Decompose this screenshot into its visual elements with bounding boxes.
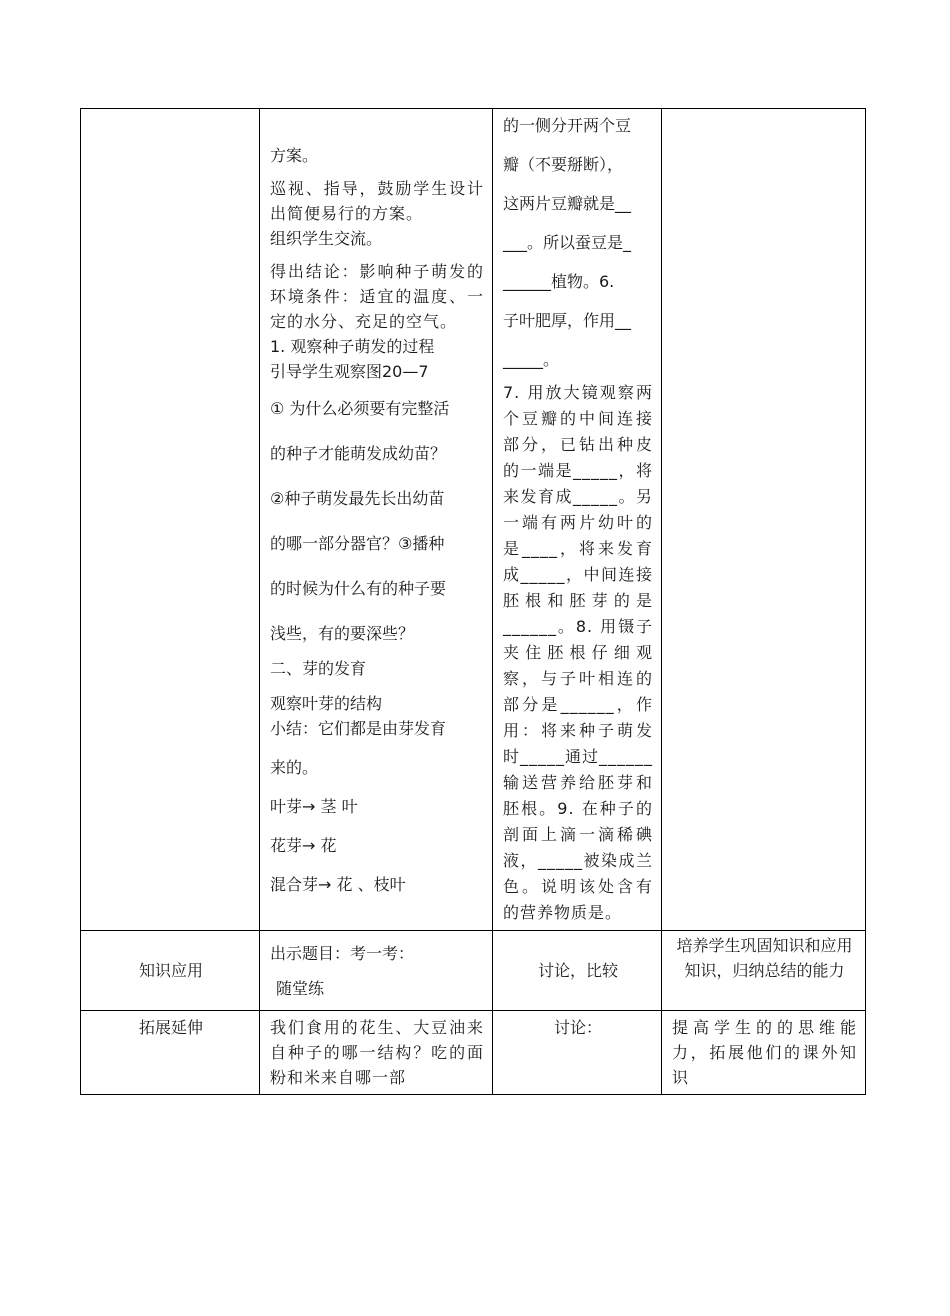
student-line: ___。所以蚕豆是_: [503, 233, 632, 252]
teacher-activity-cell: [260, 109, 493, 931]
stage-label: 拓展延伸: [138, 1018, 203, 1037]
teacher-line: 巡视、指导，鼓励学生设计出简便易行的方案。: [270, 179, 484, 223]
teacher-line: 的种子才能萌发成幼苗？: [270, 444, 447, 463]
student-line: ______植物。6.: [503, 272, 615, 291]
teacher-line: 1. 观察种子萌发的过程: [270, 337, 435, 356]
table-row: [81, 1011, 866, 1095]
student-line: 这两片豆瓣就是__: [503, 194, 632, 213]
student-line: 的一侧分开两个豆: [503, 116, 632, 135]
teacher-line: 观察叶芽的结构: [270, 694, 383, 713]
design-intent: 提高学生的的思维能力，拓展他们的课外知识: [672, 1018, 857, 1087]
teacher-line: 的时候为什么有的种子要: [270, 579, 447, 598]
student-line: 子叶肥厚，作用__: [503, 311, 632, 330]
student-activity-cell: [493, 109, 662, 931]
bud-line: 花芽→ 花: [270, 836, 337, 855]
student-activity: 讨论，比较: [537, 961, 618, 980]
student-paragraph: 7. 用放大镜观察两个豆瓣的中间连接部分，已钻出种皮的一端是_____，将来发育成_____。另一端有两片幼叶的是____，将来发育成_____，中间连接胚根和胚芽的是______。8. 用镊子夹住胚根仔细观察，与子叶相连的部分是______，作用：将来种子萌发时_____通过______输送营养给胚芽和胚根。9. 在种子的剖面上滴一滴稀碘液，_____被染成兰色。说明该处含有的营养物质是。: [503, 383, 654, 922]
student-line: _____。: [503, 350, 560, 369]
table-row: [81, 109, 866, 931]
student-line: 瓣（不要掰断），: [503, 155, 624, 174]
bud-line: 混合芽→ 花 、枝叶: [270, 875, 406, 894]
teacher-line: 得出结论：影响种子萌发的环境条件：适宜的温度、一定的水分、充足的空气。: [270, 262, 484, 331]
teacher-line: 引导学生观察图20—7: [270, 362, 429, 381]
stage-cell-empty: [81, 109, 260, 931]
bud-line: 叶芽→ 茎 叶: [270, 797, 358, 816]
application-exercise: 随堂练: [276, 979, 325, 998]
extension-question: 我们食用的花生、大豆油来自种子的哪一结构？吃的面粉和米来自哪一部: [270, 1018, 484, 1087]
teacher-line: 组织学生交流。: [270, 229, 383, 248]
table-row: [81, 931, 866, 1011]
teacher-line: ① 为什么必须要有完整活: [270, 399, 450, 418]
stage-label: 知识应用: [138, 961, 203, 980]
intent-cell-empty: [662, 109, 866, 931]
design-intent: 培养学生巩固知识和应用知识，归纳总结的能力: [676, 936, 853, 980]
teacher-line: 的哪一部分器官？③播种: [270, 534, 445, 553]
application-prompt: 出示题目：考一考：: [270, 944, 415, 963]
section-heading: 二、芽的发育: [270, 659, 367, 678]
teacher-line: 方案。: [270, 146, 319, 165]
teacher-line: 来的。: [270, 758, 319, 777]
student-activity: 讨论：: [553, 1018, 602, 1037]
teacher-line: 小结：它们都是由芽发育: [270, 719, 447, 738]
lesson-plan-table: [80, 108, 866, 1095]
teacher-line: 浅些，有的要深些？: [270, 624, 415, 643]
teacher-line: ②种子萌发最先长出幼苗: [270, 489, 445, 508]
